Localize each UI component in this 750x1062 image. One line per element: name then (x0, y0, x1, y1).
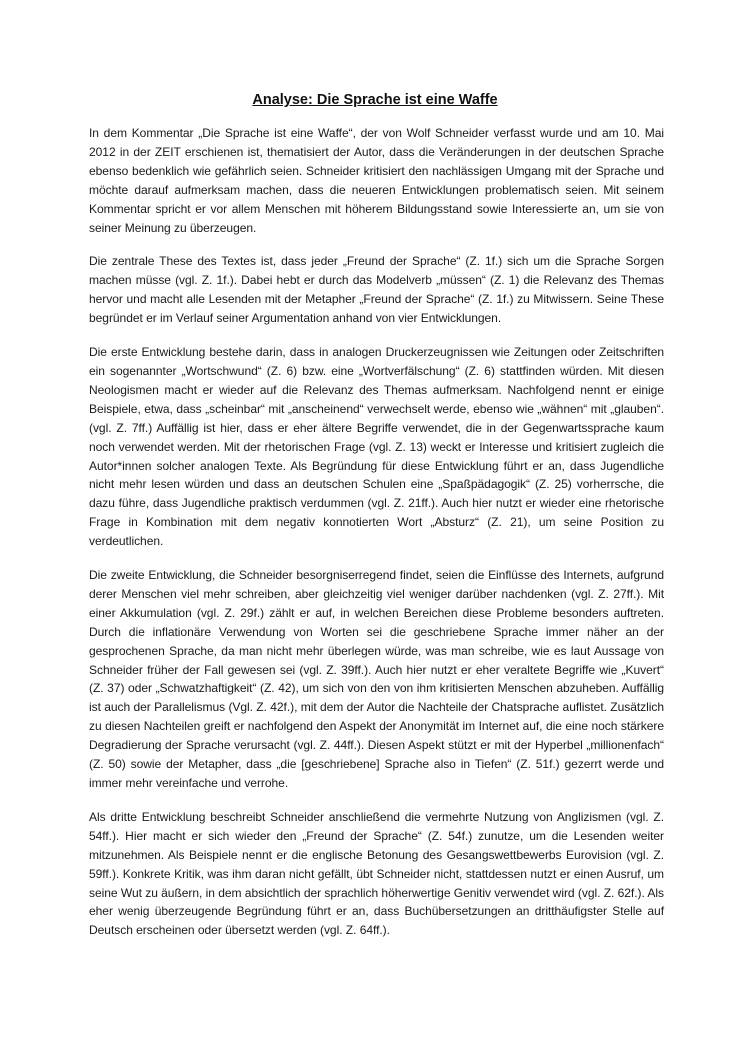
paragraph-third-development: Als dritte Entwicklung beschreibt Schneider anschließend die vermehrte Nutzung von Anglizismen (vgl. Z. 54ff.). Hier macht er sich wieder den „Freund der Sprache“ (Z. 54f.) zunutze, um die Lesenden weiter mitzunehmen. Als Beispiele nennt er die englische Betonung des Gesangswettbewerbs Eurovision (vgl. Z. 59ff.). Konkrete Kritik, was ihm daran nicht gefällt, übt Schneider nicht, stattdessen nutzt er einen Ausruf, um seine Wut zu äußern, in dem absichtlich der sprachlich höherwertige Genitiv verwendet wird (vgl. Z. 62f.). Als eher wenig überzeugende Begründung führt er an, dass Buchübersetzungen an dritthäufigster Stelle auf Deutsch erscheinen oder übersetzt werden (vgl. Z. 64ff.). (89, 809, 664, 938)
paragraph-first-development: Die erste Entwicklung bestehe darin, dass in analogen Druckerzeugnissen wie Zeitungen oder Zeitschriften ein sogenannter „Wortschwund“ (Z. 6) bzw. eine „Wortverfälschung“ (Z. 6) stattfinden würden. Mit diesen Neologismen macht er wieder auf die Relevanz des Themas aufmerksam. Nachfolgend nennt er einige Beispiele, etwa, dass „scheinbar“ mit „anscheinend“ verwechselt werde, ebenso wie „wähnen“ mit „glauben“. (vgl. Z. 7ff.) Auffällig ist hier, dass er eher ältere Begriffe verwendet, die in der Gegenwartssprache kaum noch verwendet werden. Mit der rhetorischen Frage (vgl. Z. 13) weckt er Interesse und kritisiert zugleich die Autor*innen solcher analogen Texte. Als Begründung für diese Entwicklung führt er an, dass Jugendliche nicht mehr lesen würden und dass an deutschen Schulen eine „Spaßpädagogik“ (Z. 25) vorherrsche, die dazu führe, dass Jugendliche praktisch verdummen (vgl. Z. 21ff.). Auch hier nutzt er wieder eine rhetorische Frage in Kombination mit dem negativ konnotierten Wort „Absturz“ (Z. 21), um seine Position zu verdeutlichen. (89, 345, 664, 549)
paragraph-second-development: Die zweite Entwicklung, die Schneider besorgniserregend findet, seien die Einflüsse des Internets, aufgrund derer Menschen viel mehr schreiben, aber gleichzeitig viel weniger darüber nachdenken (vgl. Z. 27ff.). Mit einer Akkumulation (vgl. Z. 29f.) zählt er auf, in welchen Bereichen diese Probleme besonders auftreten. Durch die inflationäre Verwendung von Worten sei die geschriebene Sprache immer näher an der gesprochenen Sprache, da man nicht mehr überlegen würde, was man schreibe, wie es laut Aussage von Schneider früher der Fall gewesen sei (vgl. Z. 39ff.). Auch hier nutzt er eher veraltete Begriffe wie „Kuvert“ (Z. 37) oder „Schwatzhaftigkeit“ (Z. 42), um sich von den von ihm kritisierten Menschen abzuheben. Auffällig ist auch der Parallelismus (Vgl. Z. 42f.), mit dem der Autor die Nachteile der Chatsprache auflistet. Zusätzlich zu diesen Nachteilen greift er nachfolgend den Aspekt der Anonymität im Internet auf, die eine noch stärkere Degradierung der Sprache verursacht (vgl. Z. 44ff.). Diesen Aspekt stützt er mit der Hyperbel „millionenfach“ (Z. 50) sowie der Metapher, dass „die [geschriebene] Sprache also in Tiefen“ (Z. 51f.) gezerrt werde und immer mehr vereinfache und verrohe. (89, 568, 664, 790)
paragraph-intro: In dem Kommentar „Die Sprache ist eine Waffe“, der von Wolf Schneider verfasst wurde und am 10. Mai 2012 in der ZEIT erschienen ist, thematisiert der Autor, dass die Veränderungen in der deutschen Sprache ebenso bedenklich wie gefährlich seien. Schneider kritisiert den nachlässigen Umgang mit der Sprache und möchte darauf aufmerksam machen, dass die neueren Entwicklungen problematisch seien. Mit seinem Kommentar spricht er vor allem Menschen mit höherem Bildungsstand sowie Interessierte an, um sie von seiner Meinung zu überzeugen. (89, 126, 664, 235)
document-title: Analyse: Die Sprache ist eine Waffe (252, 92, 498, 108)
paragraph-thesis: Die zentrale These des Textes ist, dass jeder „Freund der Sprache“ (Z. 1f.) sich um die Sprache Sorgen machen müsse (vgl. Z. 1f.). Dabei hebt er durch das Modelverb „müssen“ (Z. 1) die Relevanz des Themas hervor und macht alle Lesenden mit der Metapher „Freund der Sprache“ (Z. 1f.) zu Mitwissern. Seine These begründet er im Verlauf seiner Argumentation anhand von vier Entwicklungen. (89, 254, 664, 326)
document-body (89, 124, 664, 955)
